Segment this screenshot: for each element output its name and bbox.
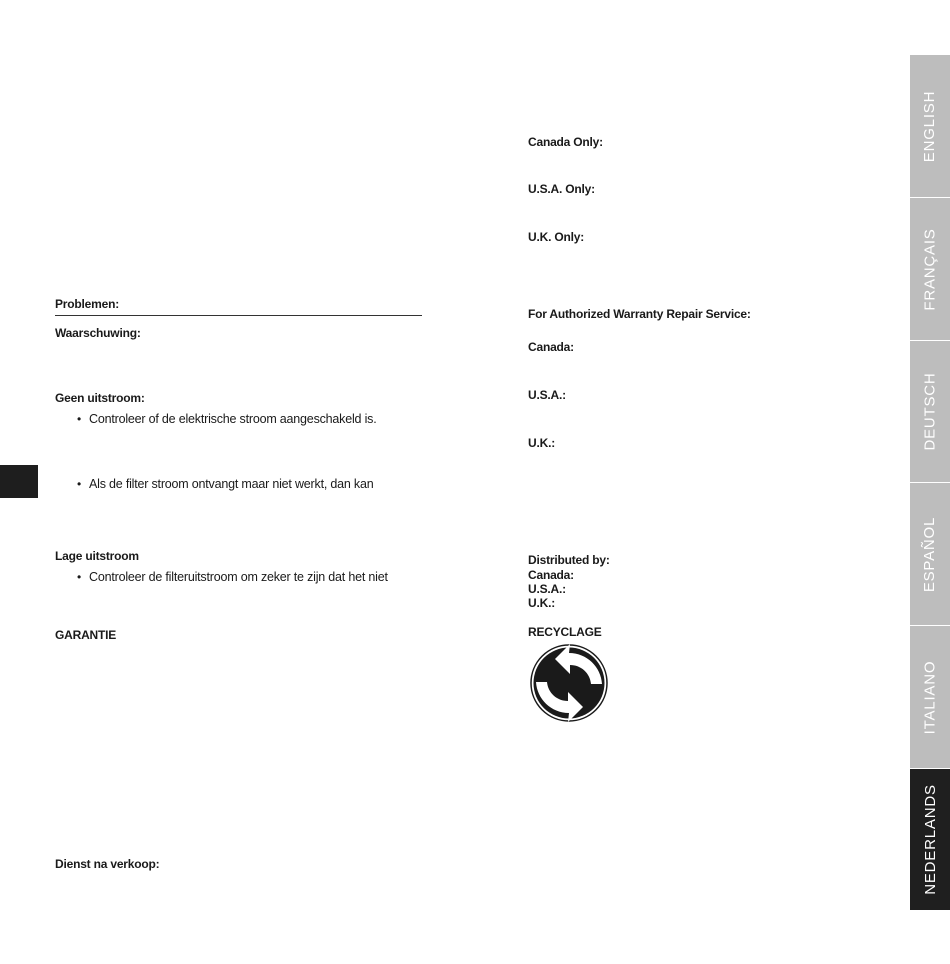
tab-espanol[interactable] — [910, 483, 950, 626]
bullet-item-outflow: Controleer de filteruitstroom om zeker te zijn dat het niet — [89, 570, 388, 584]
heading-waarschuwing: Waarschuwing: — [55, 326, 141, 340]
heading-dienst-na-verkoop: Dienst na verkoop: — [55, 857, 160, 871]
tab-label: DEUTSCH — [921, 372, 939, 451]
label-dist-usa: U.S.A.: — [528, 582, 566, 596]
tab-italiano[interactable] — [910, 626, 950, 769]
bullet-marker: • — [77, 477, 82, 491]
heading-distributed-by: Distributed by: — [528, 553, 610, 567]
language-tabs — [910, 55, 950, 911]
bullet-item-power: Controleer of de elektrische stroom aangeschakeld is. — [89, 412, 377, 426]
bullet-marker: • — [77, 570, 82, 584]
label-dist-uk: U.K.: — [528, 596, 555, 610]
heading-lage-uitstroom: Lage uitstroom — [55, 549, 139, 563]
heading-usa-only: U.S.A. Only: — [528, 182, 595, 196]
heading-garantie: GARANTIE — [55, 628, 117, 642]
heading-authorized-service: For Authorized Warranty Repair Service: — [528, 307, 751, 321]
tab-label: NEDERLANDS — [921, 784, 939, 895]
tab-english[interactable] — [910, 55, 950, 198]
tab-label: ESPAÑOL — [921, 516, 939, 592]
heading-uk-only: U.K. Only: — [528, 230, 585, 244]
tab-deutsch[interactable] — [910, 341, 950, 483]
label-canada: Canada: — [528, 340, 574, 354]
bullet-item-filter: Als de filter stroom ontvangt maar niet werkt, dan kan — [89, 477, 374, 491]
heading-divider — [55, 315, 422, 316]
tab-label: ITALIANO — [921, 660, 939, 734]
heading-problemen: Problemen: — [55, 297, 120, 311]
heading-canada-only: Canada Only: — [528, 135, 603, 149]
tab-label: FRANÇAIS — [921, 227, 939, 311]
green-dot-recycle-icon — [529, 644, 609, 722]
label-usa: U.S.A.: — [528, 388, 566, 402]
tab-francais[interactable] — [910, 198, 950, 341]
label-dist-canada: Canada: — [528, 568, 574, 582]
tab-nederlands[interactable] — [910, 769, 950, 911]
label-uk: U.K.: — [528, 436, 555, 450]
bullet-marker: • — [77, 412, 82, 426]
tab-label: ENGLISH — [921, 90, 939, 162]
heading-recyclage: RECYCLAGE — [528, 625, 602, 639]
page-edge-marker — [0, 465, 38, 498]
heading-geen-uitstroom: Geen uitstroom: — [55, 391, 145, 405]
